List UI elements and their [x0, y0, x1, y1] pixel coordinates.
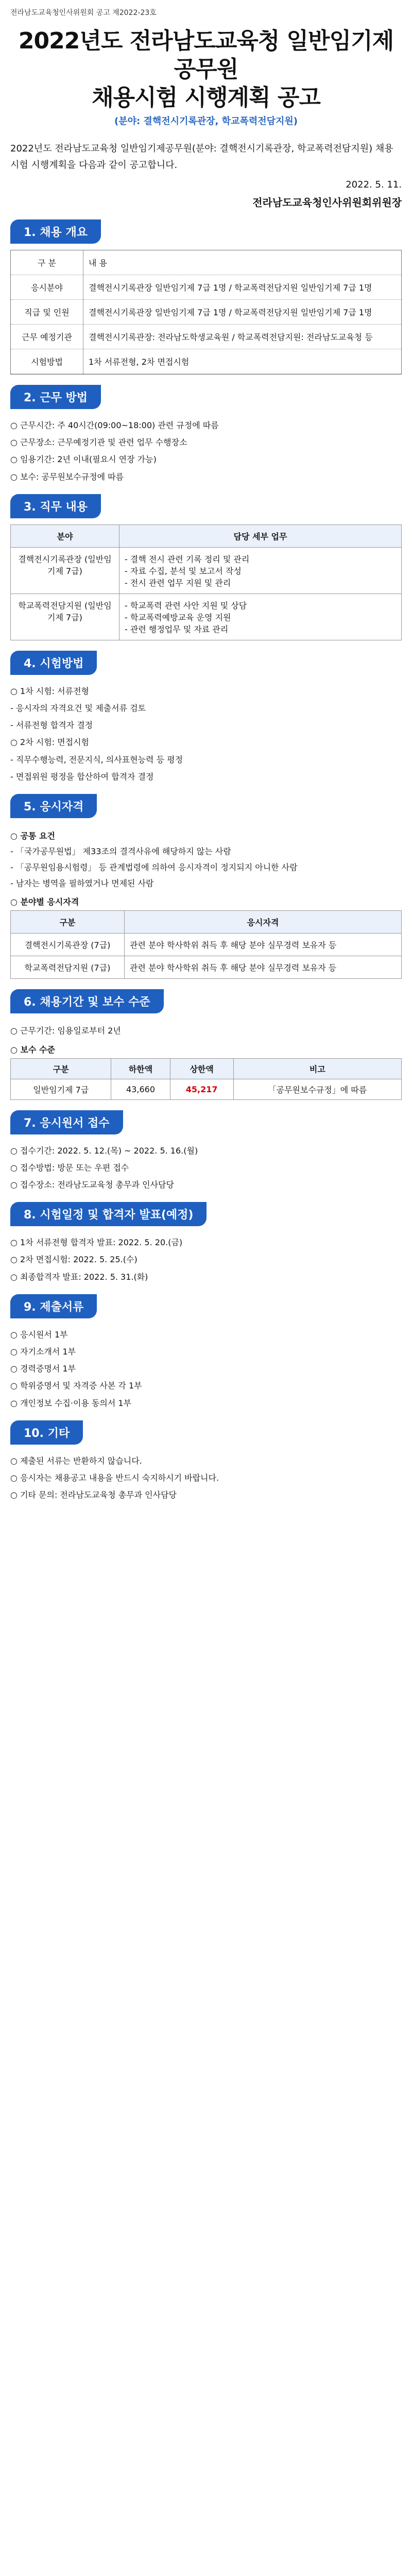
- section-title-1: 1. 채용 개요: [10, 219, 101, 244]
- section-title-8: 8. 시험일정 및 합격자 발표(예정): [10, 1202, 207, 1226]
- overview-v: 1차 서류전형, 2차 면접시험: [83, 349, 402, 374]
- pay-head-cell: 구분: [11, 1058, 111, 1079]
- document-item: ○ 경력증명서 1부: [10, 1364, 76, 1374]
- pay-head-cell: 하한액: [111, 1058, 170, 1079]
- exam-method-item: ○ 2차 시험: 면접시험: [10, 737, 89, 748]
- section-title-2: 2. 근무 방법: [10, 385, 101, 409]
- section-5: [10, 794, 402, 979]
- overview-k: 시험방법: [11, 349, 83, 374]
- pay-table: [10, 1058, 402, 1100]
- common-req-item: - 남자는 병역을 필하였거나 면제된 사람: [10, 878, 154, 889]
- section-2: [10, 385, 402, 484]
- misc-list: [10, 1454, 402, 1502]
- field-req-row: [11, 934, 402, 956]
- duty-k: 학교폭력전담지원 (일반임기제 7급): [11, 594, 119, 640]
- section-title-6: 6. 채용기간 및 보수 수준: [10, 989, 164, 1013]
- misc-item: ○ 응시자는 채용공고 내용을 반드시 숙지하시기 바랍니다.: [10, 1472, 219, 1483]
- field-req-row: [11, 956, 402, 979]
- section-8: [10, 1202, 402, 1284]
- overview-v: 결핵전시기록관장 일반임기제 7급 1명 / 학교폭력전담지원 일반임기제 7급 1명: [83, 275, 402, 300]
- pay-row: [11, 1079, 402, 1099]
- overview-row: [11, 349, 401, 374]
- document-item: ○ 개인정보 수집·이용 동의서 1부: [10, 1398, 132, 1408]
- duty-head-k: 분야: [11, 524, 119, 547]
- overview-header-k: 구 분: [11, 250, 83, 275]
- misc-item: ○ 제출된 서류는 반환하지 않습니다.: [10, 1455, 142, 1466]
- work-method-item: ○ 보수: 공무원보수규정에 따름: [10, 471, 124, 482]
- title-line-2: 채용시험 시행계획 공고: [92, 84, 320, 111]
- section-title-10: 10. 기타: [10, 1420, 83, 1445]
- pay-cell: 「공무원보수규정」에 따름: [233, 1079, 401, 1099]
- schedule-item: ○ 2차 면접시험: 2022. 5. 25.(수): [10, 1255, 138, 1265]
- section-1: [10, 219, 402, 375]
- application-item: ○ 접수방법: 방문 또는 우편 접수: [10, 1162, 129, 1173]
- application-item: ○ 접수장소: 전라남도교육청 총무과 인사담당: [10, 1180, 174, 1190]
- section-7: [10, 1110, 402, 1192]
- duty-v: - 학교폭력 관련 사안 지원 및 상담 - 학교폭력예방교육 운영 지원 - 관련 행정업무 및 자료 관리: [119, 594, 402, 640]
- section-title-4: 4. 시험방법: [10, 651, 97, 675]
- common-requirements-list: [10, 844, 402, 891]
- duty-row: [11, 547, 402, 594]
- field-requirements-table: [10, 910, 402, 979]
- section-6: [10, 989, 402, 1099]
- work-method-list: [10, 418, 402, 484]
- schedule-item: ○ 최종합격자 발표: 2022. 5. 31.(화): [10, 1272, 148, 1282]
- document-item: ○ 응시원서 1부: [10, 1329, 68, 1340]
- exam-method-item: - 면접위원 평정을 합산하여 합격자 결정: [10, 771, 154, 782]
- exam-method-list: [10, 684, 402, 784]
- intro-text: 2022년도 전라남도교육청 일반임기제공무원(분야: 결핵전시기록관장, 학교폭력전담지원) 채용시험 시행계획을 다음과 같이 공고합니다.: [10, 143, 393, 171]
- pay-cell: 45,217: [170, 1079, 233, 1099]
- application-list: [10, 1144, 402, 1192]
- duty-head-row: [11, 524, 402, 547]
- exam-method-item: - 서류전형 합격자 결정: [10, 720, 93, 731]
- work-method-item: ○ 근무장소: 근무예정기관 및 관련 업무 수행장소: [10, 437, 187, 448]
- pay-cell: 일반임기제 7급: [11, 1079, 111, 1099]
- notice-number: 전라남도교육청인사위원회 공고 제2022-23호: [10, 9, 157, 17]
- schedule-list: [10, 1235, 402, 1284]
- page: [10, 0, 402, 1517]
- section-title-3: 3. 직무 내용: [10, 494, 101, 518]
- misc-item: ○ 기타 문의: 전라남도교육청 총무과 인사담당: [10, 1490, 177, 1500]
- common-req-item: - 「공무원임용시험령」 등 관계법령에 의하여 응시자격이 정지되지 아니한 사람: [10, 862, 298, 873]
- schedule-item: ○ 1차 서류전형 합격자 발표: 2022. 5. 20.(금): [10, 1238, 183, 1248]
- organization-name: 전라남도교육청인사위원회위원장: [252, 196, 402, 209]
- field-req-k: 결핵전시기록관장 (7급): [11, 934, 125, 956]
- common-requirements-title: ○ 공통 요건: [10, 831, 55, 841]
- duty-head-v: 담당 세부 업무: [119, 524, 402, 547]
- field-req-k: 학교폭력전담지원 (7급): [11, 956, 125, 979]
- pay-cell: 43,660: [111, 1079, 170, 1099]
- work-method-item: ○ 임용기간: 2년 이내(필요시 연장 가능): [10, 454, 157, 465]
- overview-table: [11, 250, 401, 374]
- section-9: [10, 1294, 402, 1410]
- pay-head-cell: 비고: [233, 1058, 401, 1079]
- pay-head-row: [11, 1058, 402, 1079]
- announcement-date: 2022. 5. 11.: [346, 179, 402, 190]
- overview-row: [11, 300, 401, 325]
- field-req-head-row: [11, 911, 402, 934]
- pay-title: ○ 보수 수준: [10, 1044, 55, 1055]
- overview-row: [11, 275, 401, 300]
- documents-list: [10, 1328, 402, 1410]
- section-title-5: 5. 응시자격: [10, 794, 97, 818]
- exam-method-item: - 응시자의 자격요건 및 제출서류 검토: [10, 703, 146, 713]
- overview-header-v: 내 용: [83, 250, 402, 275]
- section-4: [10, 651, 402, 784]
- overview-row: [11, 325, 401, 349]
- common-req-item: - 「국가공무원법」 제33조의 결격사유에 해당하지 않는 사람: [10, 846, 231, 856]
- overview-row-header: [11, 250, 401, 275]
- duty-k: 결핵전시기록관장 (일반임기제 7급): [11, 547, 119, 594]
- duty-table: [10, 524, 402, 640]
- section-title-7: 7. 응시원서 접수: [10, 1110, 123, 1134]
- work-method-item: ○ 근무시간: 주 40시간(09:00~18:00) 관련 규정에 따름: [10, 420, 219, 430]
- overview-v: 결핵전시기록관장: 전라남도학생교육원 / 학교폭력전담지원: 전라남도교육청 등: [83, 325, 402, 349]
- exam-method-item: - 직무수행능력, 전문지식, 의사표현능력 등 평정: [10, 754, 183, 765]
- section-title-9: 9. 제출서류: [10, 1294, 97, 1318]
- field-req-v: 관련 분야 학사학위 취득 후 해당 분야 실무경력 보유자 등: [125, 956, 402, 979]
- field-req-v: 관련 분야 학사학위 취득 후 해당 분야 실무경력 보유자 등: [125, 934, 402, 956]
- pay-head-cell: 상한액: [170, 1058, 233, 1079]
- subtitle: (분야: 결핵전시기록관장, 학교폭력전담지원): [114, 116, 298, 127]
- overview-k: 직급 및 인원: [11, 300, 83, 325]
- section-3: [10, 494, 402, 640]
- title-block: [10, 27, 402, 127]
- field-requirements-title: ○ 분야별 응시자격: [10, 897, 79, 907]
- overview-k: 응시분야: [11, 275, 83, 300]
- duty-row: [11, 594, 402, 640]
- document-item: ○ 학위증명서 및 자격증 사본 각 1부: [10, 1381, 142, 1391]
- section-1-box: [10, 250, 402, 375]
- field-req-head-v: 응시자격: [125, 911, 402, 934]
- title-line-1: 2022년도 전라남도교육청 일반임기제공무원: [18, 28, 394, 82]
- section-10: [10, 1420, 402, 1502]
- exam-method-item: ○ 1차 시험: 서류전형: [10, 686, 89, 696]
- application-item: ○ 접수기간: 2022. 5. 12.(목) ~ 2022. 5. 16.(월): [10, 1145, 198, 1156]
- field-req-head-k: 구분: [11, 911, 125, 934]
- work-period: ○ 근무기간: 임용일로부터 2년: [10, 1026, 121, 1036]
- overview-k: 근무 예정기관: [11, 325, 83, 349]
- duty-v: - 결핵 전시 관련 기록 정리 및 관리 - 자료 수집, 분석 및 보고서 작성 - 전시 관련 업무 지원 및 관리: [119, 547, 402, 594]
- overview-v: 결핵전시기록관장 일반임기제 7급 1명 / 학교폭력전담지원 일반임기제 7급 1명: [83, 300, 402, 325]
- document-item: ○ 자기소개서 1부: [10, 1346, 76, 1357]
